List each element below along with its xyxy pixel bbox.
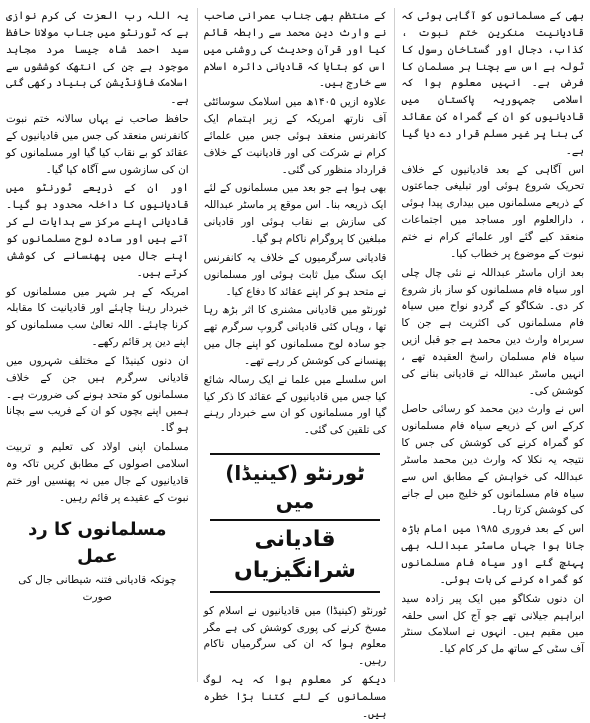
subheading: مسلمانوں کا رد عمل [28, 519, 167, 568]
headline-line-2: قادیانی شرانگیزیاں [234, 527, 356, 583]
headline-rule-middle [210, 519, 381, 521]
headline-rule-top [210, 453, 381, 455]
article-paragraph: یہ اللہ رب العزت کی کرم نوازی ہے کہ ٹورنٹو میں جناب مولانا حافظ سید احمد شاہ جیسا مرد مجاہد موجود ہے جن کی انتھک کوششوں سے اسلامک فاؤنڈیشن کی بنیاد رکھی گئی ہے۔ [5, 10, 189, 107]
article-paragraph: بھی کے مسلمانوں کو آگاہی ہوئی کہ قادیانیت منکرین ختم نبوت ، کذاب، دجال اور گستاخان رسول کا ٹولہ ہے اس سے بچنا ہر مسلمان کا فرض ہے۔ انہیں معلوم ہوا کہ اسلامی جمہوریہ پاکستان میں قادیانیوں کو ان کے گمراہ کن عقائد کی بنا پر غیر مسلم قرار دے دیا گیا ہے۔ [401, 10, 584, 157]
article-paragraph: اس کے بعد فروری ۱۹۸۵ میں امام باڑہ جانا ہوا جہاں ماسٹر عبداللہ بھی پہنچ گئے اور سیاہ فام مسلمانوں کو گمراہ کرنے کی بات ہوئی۔ [401, 523, 585, 586]
article-paragraph: حافظ صاحب نے یہاں سالانہ ختم نبوت کانفرنس منعقد کی جس میں قادیانیوں کے عقائد کو بے نقاب کیا گیا اور مسلمانوں کو ان کی سازشوں سے آگاہ کیا گیا۔ [5, 113, 189, 176]
article-paragraph: مسلمان اپنی اولاد کی تعلیم و تربیت اسلامی اصولوں کے مطابق کریں تاکہ وہ قادیانیوں کے جال میں نہ پھنسیں اور ختم نبوت کے عقیدے پر قائم رہیں۔ [5, 441, 189, 504]
article-paragraph: دیکھ کر معلوم ہوا کہ یہ لوگ مسلمانوں کے لئے کتنا بڑا خطرہ ہیں۔ [203, 674, 387, 720]
headline-rule-bottom [210, 591, 381, 593]
article-paragraph: اس نے وارث دین محمد کو رسائی حاصل کرکے اس کے ذریعے سیاہ فام مسلمانوں کو گمراہ کرنے کی کوشش کی جس کا نتیجہ یہ نکلا کہ وارث دین محمد ماسٹر عبداللہ کی خواہش کے مطابق اس سے سیاہ فام مسلمانوں کو خلیج میں لے جانے کی کوشش کرتا رہا۔ [401, 403, 584, 517]
article-paragraph: بعد ازاں ماسٹر عبداللہ نے نئی چال چلی اور سیاہ فام مسلمانوں کو ساز باز شروع کر دی۔ شکاگو کے گردو نواح میں سیاہ فام مسلمانوں کی اکثریت ہے جن کا سربراہ وارث دین محمد ہے جو قبل ازیں سیاہ فام مسلمان راسخ العقیدہ تھے ، انہیں ماسٹر عبداللہ نے قادیانی بنانے کی کوشش کی۔ [401, 266, 584, 397]
article-paragraph: اس سلسلے میں علما نے ایک رسالہ شائع کیا جس میں قادیانیوں کے عقائد کا ذکر کیا گیا اور مسلمانوں کو ان سے خبردار رہنے کی تلقین کی گئی۔ [203, 373, 387, 437]
article-paragraph: کے منتظم بھی جناب عمرانی صاحب نے وارث دین محمد سے رابطہ قائم کیا اور قرآن وحدیث کی روشنی میں اس کو بتایا کہ قادیانی دائرہ اسلام سے خارج ہیں۔ [203, 10, 387, 90]
subheading-caption: چونکہ قادیانی فتنہ شیطانی جال کی صورت [18, 574, 177, 604]
article-paragraph: اس آگاہی کے بعد قادیانیوں کے خلاف تحریک شروع ہوئی اور تبلیغی جماعتوں کے ذریعے مسلمانوں میں بیداری پیدا ہوئی ، دارالعلوم اور مساجد میں اجتماعات منعقد کیے گئے اور علمائے کرام نے ختم نبوت کے موضوع پر خطاب کیا۔ [401, 163, 584, 260]
column-right [394, 8, 584, 682]
article-paragraph: اور ان کے ذریعے ٹورنٹو میں قادیانیوں کا داخلہ محدود ہو گیا۔ قادیانی اپنے مرکز سے ہدایات لے کر آتے ہیں اور سادہ لوح مسلمانوں کو اپنے جال میں پھنسانے کی کوشش کرتے ہیں۔ [5, 182, 189, 279]
article-paragraph: ان دنوں شکاگو میں ایک پیر زادہ سید ابراہیم جیلانی تھے جو آج کل اسی حلقہ میں مقیم ہیں۔ انہوں نے اسلامک سنٹر آف سٹی کے ساتھ مل کر کام کیا۔ [401, 592, 584, 656]
column-middle [197, 8, 387, 720]
headline-line-1: ٹورنٹو (کینیڈا) میں [225, 461, 365, 514]
article-paragraph: ٹورنٹو میں قادیانی مشنری کا اثر بڑھ رہا تھا ، وہاں کئی قادیانی گروپ سرگرم تھے جو سادہ لوح مسلمانوں کو اپنے جال میں پھنسانے کی کوشش کر رہے تھے۔ [203, 304, 387, 367]
section-headline [206, 453, 385, 593]
article-paragraph: امریکہ کے ہر شہر میں مسلمانوں کو خبردار رہنا چاہئے اور قادیانیت کا مقابلہ کرنا چاہئے۔ اللہ تعالیٰ سب مسلمانوں کو اپنے دین پر قائم رکھے۔ [5, 285, 189, 349]
article-paragraph: ان دنوں کینیڈا کے مختلف شہروں میں قادیانی سرگرم ہیں جن کے خلاف مسلمانوں کو متحد ہونے کی ضرورت ہے۔ ہمیں اپنے بچوں کو ان کے فریب سے بچانا ہو گا۔ [5, 354, 189, 435]
article-paragraph: بھی ہوا ہے جو بعد میں مسلمانوں کے لئے ایک ذریعہ بنا۔ اس موقع پر ماسٹر عبداللہ کی سازش بے نقاب ہوئی اور قادیانی مبلغین کا پروگرام ناکام ہو گیا۔ [203, 182, 387, 245]
column-left [6, 8, 189, 682]
article-paragraph: ٹورنٹو (کینیڈا) میں قادیانیوں نے اسلام کو مسخ کرنے کی پوری کوشش کی ہے مگر معلوم ہوا کہ ان کی سرگرمیاں ناکام رہیں۔ [203, 604, 387, 668]
article-paragraph: قادیانی سرگرمیوں کے خلاف یہ کانفرنس ایک سنگ میل ثابت ہوئی اور مسلمانوں نے متحد ہو کر اپنے عقائد کا دفاع کیا۔ [203, 251, 387, 298]
article-paragraph: علاوہ ازیں ۱۴۰۵ھ میں اسلامک سوسائٹی آف نارتھ امریکہ کے زیر اہتمام ایک کانفرنس منعقد ہوئی جس میں علمائے کرام نے شرکت کی اور قادیانیت کے خلاف قرارداد منظور کی گئی۔ [203, 96, 387, 176]
